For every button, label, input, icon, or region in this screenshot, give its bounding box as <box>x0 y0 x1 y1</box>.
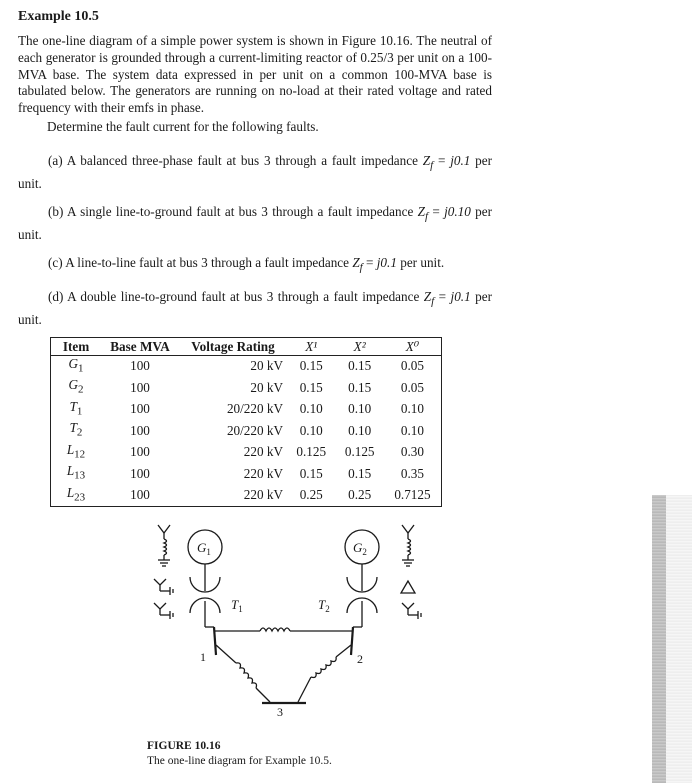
page-edge-shadow <box>652 495 666 783</box>
g1-label: $G_1$ <box>197 540 211 557</box>
base-mva-cell: 100 <box>130 486 150 502</box>
fault-impedance-subscript: f <box>424 210 429 223</box>
item-subscript: 1 <box>78 362 84 375</box>
voltage-cell: 20/220 kV <box>226 422 283 438</box>
voltage-cell: 220 kV <box>243 465 283 481</box>
fault-impedance-symbol: Z <box>417 204 425 219</box>
col-x0: X⁰ <box>384 338 442 356</box>
item-cell <box>51 356 102 378</box>
item-subscript: 13 <box>74 469 86 482</box>
fault-impedance-symbol: Z <box>422 153 431 168</box>
fault-impedance-value: j0.1 <box>450 289 471 304</box>
bus-1-label: 1 <box>200 650 206 664</box>
system-data-table <box>50 337 442 507</box>
fault-description: (c) A line-to-line fault at bus 3 through a fault impedance <box>48 255 353 270</box>
x1-cell: 0.15 <box>299 465 323 481</box>
fault-item <box>18 152 492 192</box>
fault-impedance-value: j0.1 <box>450 153 471 168</box>
fault-impedance-symbol: Z <box>423 289 432 304</box>
fault-unit: per unit. <box>396 255 445 270</box>
item-cell <box>51 399 102 420</box>
item-cell <box>51 485 102 507</box>
table-row <box>51 485 442 507</box>
base-mva-cell: 100 <box>130 379 150 395</box>
t2-label: $T_2$ <box>318 597 330 614</box>
problem-statement: The one-line diagram of a simple power system is shown in Figure 10.16. The neutral of each generator is grounded through a current-limiting reactor of 0.25/3 per unit on a 100-MVA base. The system data expressed in per unit on a common 100-MVA base is tabulated below. The generators are running on no-load at their rated voltage and rated frequency with their emfs in phase. <box>18 33 492 116</box>
item-cell <box>51 442 102 463</box>
x0-cell: 0.05 <box>400 358 424 374</box>
determine-instruction: Determine the fault current for the following faults. <box>47 119 319 134</box>
figure-number: FIGURE 10.16 <box>147 740 221 752</box>
fault-description: (a) A balanced three-phase fault at bus 3 through a fault impedance <box>48 153 423 168</box>
fault-unit: per unit. <box>18 289 493 327</box>
x1-cell: 0.25 <box>299 486 323 502</box>
x1-cell: 0.10 <box>299 401 323 417</box>
x1-cell: 0.15 <box>299 358 323 374</box>
voltage-cell: 20/220 kV <box>226 401 283 417</box>
g2-label: $G_2$ <box>353 540 367 557</box>
fault-impedance-subscript: f <box>430 159 434 172</box>
g2-grounding-reactor <box>402 525 414 566</box>
item-subscript: 23 <box>74 491 86 504</box>
page-edge-margin <box>666 495 692 783</box>
x2-cell: 0.125 <box>344 444 375 460</box>
voltage-cell: 20 kV <box>250 379 283 395</box>
fault-item <box>18 254 492 277</box>
fault-impedance-symbol: Z <box>352 255 360 270</box>
bus-3-label: 3 <box>277 705 283 719</box>
fault-impedance-value: j0.1 <box>376 255 397 270</box>
line-l13 <box>216 645 270 702</box>
x0-cell: 0.30 <box>400 444 424 460</box>
x0-cell: 0.35 <box>400 465 424 481</box>
voltage-cell: 20 kV <box>250 358 283 374</box>
x2-cell: 0.10 <box>348 422 372 438</box>
g1-grounding-reactor <box>158 525 170 566</box>
item-symbol: L <box>66 463 75 479</box>
fault-impedance-subscript: f <box>359 261 363 274</box>
table-row <box>51 420 442 441</box>
x2-cell: 0.10 <box>348 401 372 417</box>
equals-sign: = <box>362 255 377 270</box>
item-symbol: T <box>69 420 77 436</box>
x1-cell: 0.125 <box>296 444 327 460</box>
table-row <box>51 463 442 484</box>
base-mva-cell: 100 <box>130 444 150 460</box>
x0-cell: 0.10 <box>400 422 424 438</box>
col-x2: X² <box>335 338 383 356</box>
col-base-mva: Base MVA <box>101 338 179 356</box>
x1-cell: 0.10 <box>299 422 323 438</box>
fault-description: (b) A single line-to-ground fault at bus 3 through a fault impedance <box>48 204 418 219</box>
x2-cell: 0.15 <box>348 465 372 481</box>
voltage-cell: 220 kV <box>243 444 283 460</box>
item-subscript: 1 <box>76 405 83 418</box>
fault-description: (d) A double line-to-ground fault at bus 3 through a fault impedance <box>48 289 424 304</box>
x2-cell: 0.15 <box>348 379 372 395</box>
item-cell <box>51 420 102 441</box>
base-mva-cell: 100 <box>130 465 150 481</box>
equals-sign: = <box>428 204 445 219</box>
line-l12 <box>215 628 352 631</box>
t2-wye-grounded-right <box>402 603 421 619</box>
item-cell <box>51 377 102 398</box>
table-row <box>51 377 442 398</box>
line-l23 <box>298 645 351 702</box>
col-x1: X¹ <box>287 338 335 356</box>
fault-item <box>18 288 492 328</box>
fault-unit: per unit. <box>18 204 492 242</box>
bus-2-label: 2 <box>357 652 363 666</box>
example-heading: Example 10.5 <box>18 9 99 24</box>
fault-impedance-subscript: f <box>431 295 435 308</box>
table-header-row <box>51 338 442 356</box>
base-mva-cell: 100 <box>130 401 150 417</box>
t1-wye-grounded-left <box>154 579 173 619</box>
x2-cell: 0.25 <box>348 486 372 502</box>
transformer-t1-symbol <box>190 573 220 627</box>
fault-impedance-value: j0.10 <box>444 204 471 219</box>
base-mva-cell: 100 <box>130 422 150 438</box>
item-subscript: 12 <box>74 448 86 461</box>
t1-label: $T_1$ <box>231 597 243 614</box>
equals-sign: = <box>434 289 451 304</box>
x1-cell: 0.15 <box>299 379 323 395</box>
figure-caption-text: The one-line diagram for Example 10.5. <box>147 755 332 767</box>
item-symbol: L <box>66 484 75 500</box>
base-mva-cell: 100 <box>130 358 150 374</box>
x0-cell: 0.05 <box>400 379 424 395</box>
item-symbol: T <box>69 398 77 414</box>
item-subscript: 2 <box>78 384 84 397</box>
col-item: Item <box>51 338 102 356</box>
x0-cell: 0.10 <box>400 401 424 417</box>
fault-unit: per unit. <box>18 153 493 191</box>
item-cell <box>51 463 102 484</box>
x0-cell: 0.7125 <box>394 486 431 502</box>
table-row <box>51 399 442 420</box>
t2-delta-symbol <box>401 581 415 593</box>
transformer-t2-symbol <box>347 573 377 627</box>
item-symbol: G <box>68 356 79 371</box>
fault-item <box>18 203 492 243</box>
one-line-diagram <box>140 505 440 730</box>
x2-cell: 0.15 <box>348 358 372 374</box>
equals-sign: = <box>433 153 451 168</box>
item-symbol: G <box>68 377 79 393</box>
table-row <box>51 356 442 378</box>
item-symbol: L <box>66 441 75 457</box>
voltage-cell: 220 kV <box>243 486 283 502</box>
figure-caption <box>147 739 332 769</box>
item-subscript: 2 <box>76 426 83 439</box>
col-voltage: Voltage Rating <box>179 338 287 356</box>
table-row <box>51 442 442 463</box>
